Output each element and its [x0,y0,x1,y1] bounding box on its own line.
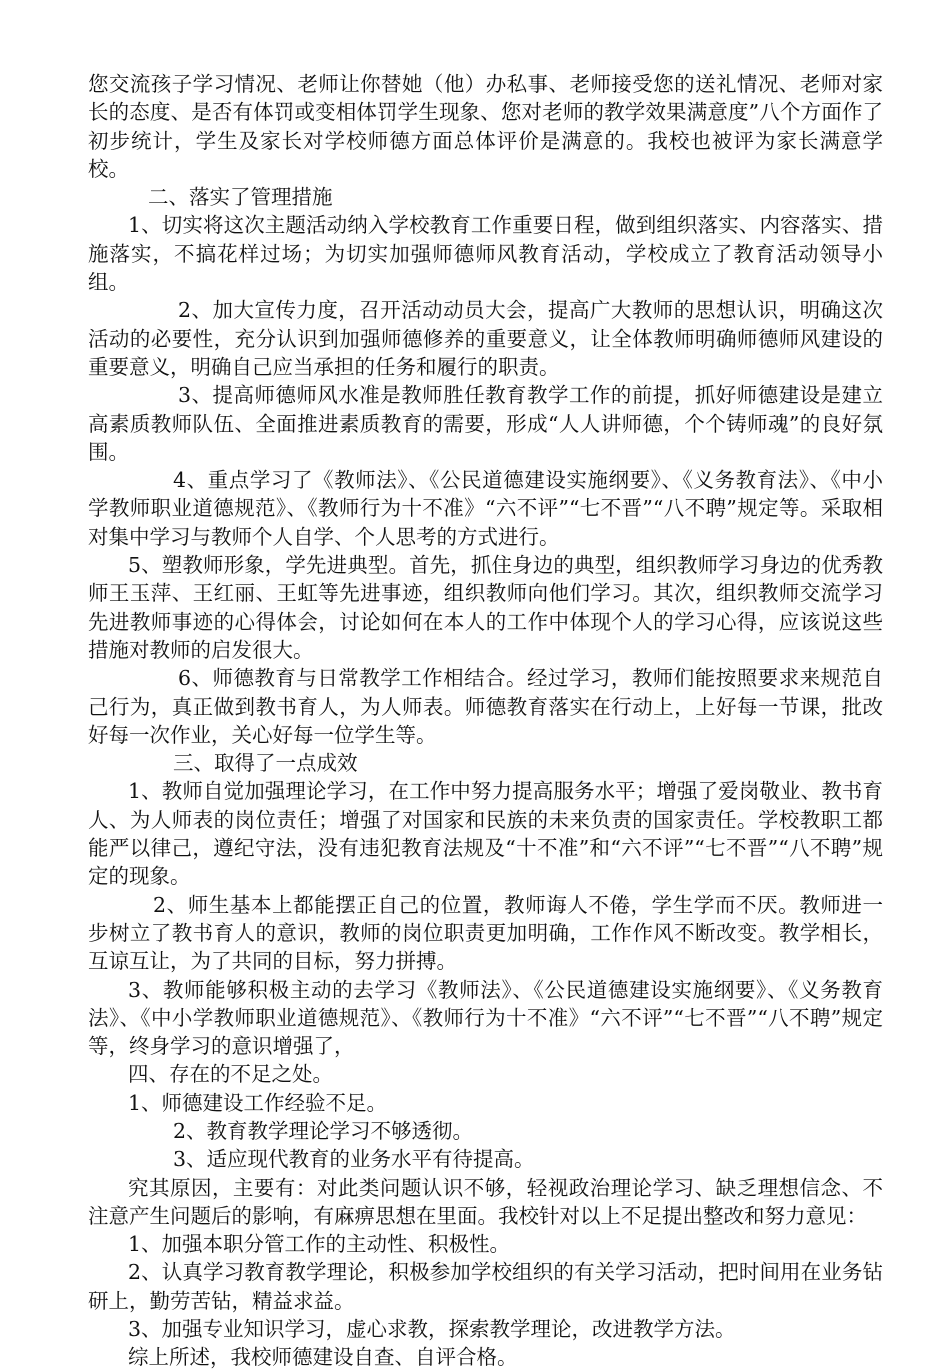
paragraph-shortcoming-3: 3、适应现代教育的业务水平有待提高。 [173,1147,535,1172]
paragraph-reasons: 究其原因，主要有：对此类问题认识不够，轻视政治理论学习、缺乏理想信念、不注意产生问题后的影响，有麻痹思想在里面。我校针对以上不足提出整改和努力意见： [88,1175,883,1228]
paragraph-result-3: 3、教师能够积极主动的去学习《教师法》、《公民道德建设实施纲要》、《义务教育法》、《中小学教师职业道德规范》、《教师行为十不准》“六不评”“七不晋”“八不聘”规定等，终身学习的意识增强了， [88,977,883,1059]
paragraph-measure-5: 5、塑教师形象，学先进典型。首先，抓住身边的典型，组织教师学习身边的优秀教师王玉萍、王红丽、王虹等先进事迹，组织教师向他们学习。其次，组织教师交流学习先进教师事迹的心得体会，讨论如何在本人的工作中体现个人的学习心得，应该说这些措施对教师的启发很大。 [88,553,883,662]
paragraph-improvement-2: 2、认真学习教育教学理论，积极参加学校组织的有关学习活动，把时间用在业务钻研上，勤劳苦钻，精益求益。 [88,1260,883,1313]
paragraph-improvement-3: 3、加强专业知识学习，虚心求教，探索教学理论，改进教学方法。 [128,1317,736,1342]
paragraph-improvement-1: 1、加强本职分管工作的主动性、积极性。 [128,1232,511,1257]
section-heading-2: 二、落实了管理措施 [148,185,333,210]
section-heading-3: 三、取得了一点成效 [173,751,358,776]
paragraph-measure-6: 6、师德教育与日常教学工作相结合。经过学习，教师们能按照要求来规范自己行为，真正做到教书育人，为人师表。师德教育落实在行动上，上好每一节课，批改好每一次作业，关心好每一位学生等。 [88,666,883,747]
paragraph-conclusion: 综上所述，我校师德建设自查、自评合格。 [128,1345,518,1370]
paragraph-shortcoming-1: 1、师德建设工作经验不足。 [128,1090,388,1115]
section-heading-4: 四、存在的不足之处。 [128,1062,333,1087]
paragraph-measure-2: 2、加大宣传力度，召开活动动员大会，提高广大教师的思想认识，明确这次活动的必要性，充分认识到加强师德修养的重要意义，让全体教师明确师德师风建设的重要意义，明确自己应当承担的任务和履行的职责。 [88,298,883,379]
paragraph-result-2: 2、师生基本上都能摆正自己的位置，教师诲人不倦，学生学而不厌。教师进一步树立了教书育人的意识，教师的岗位职责更加明确，工作作风不断改变。教学相长，互谅互让，为了共同的目标，努力拼搏。 [88,892,883,974]
paragraph-measure-3: 3、提高师德师风水准是教师胜任教育教学工作的前提，抓好师德建设是建立高素质教师队伍、全面推进素质教育的需要，形成“人人讲师德，个个铸师魂”的良好氛围。 [88,383,883,464]
document-page [88,70,883,1372]
paragraph-measure-1: 1、切实将这次主题活动纳入学校教育工作重要日程，做到组织落实、内容落实、措施落实，不搞花样过场；为切实加强师德师风教育活动，学校成立了教育活动领导小组。 [88,213,883,295]
paragraph-survey-summary: 您交流孩子学习情况、老师让你替她（他）办私事、老师接受您的送礼情况、老师对家长的态度、是否有体罚或变相体罚学生现象、您对老师的教学效果满意度”八个方面作了初步统计，学生及家长对学校师德方面总体评价是满意的。我校也被评为家长满意学校。 [88,72,883,181]
paragraph-measure-4: 4、重点学习了《教师法》、《公民道德建设实施纲要》、《义务教育法》、《中小学教师职业道德规范》、《教师行为十不准》“六不评”“七不晋”“八不聘”规定等。采取相对集中学习与教师个人自学、个人思考的方式进行。 [88,468,883,549]
paragraph-result-1: 1、教师自觉加强理论学习，在工作中努力提高服务水平；增强了爱岗敬业、教书育人、为人师表的岗位责任；增强了对国家和民族的未来负责的国家责任。学校教职工都能严以律己，遵纪守法，没有违犯教育法规及“十不准”和“六不评”“七不晋”“八不聘”规定的现象。 [88,779,883,889]
paragraph-shortcoming-2: 2、教育教学理论学习不够透彻。 [173,1118,474,1143]
